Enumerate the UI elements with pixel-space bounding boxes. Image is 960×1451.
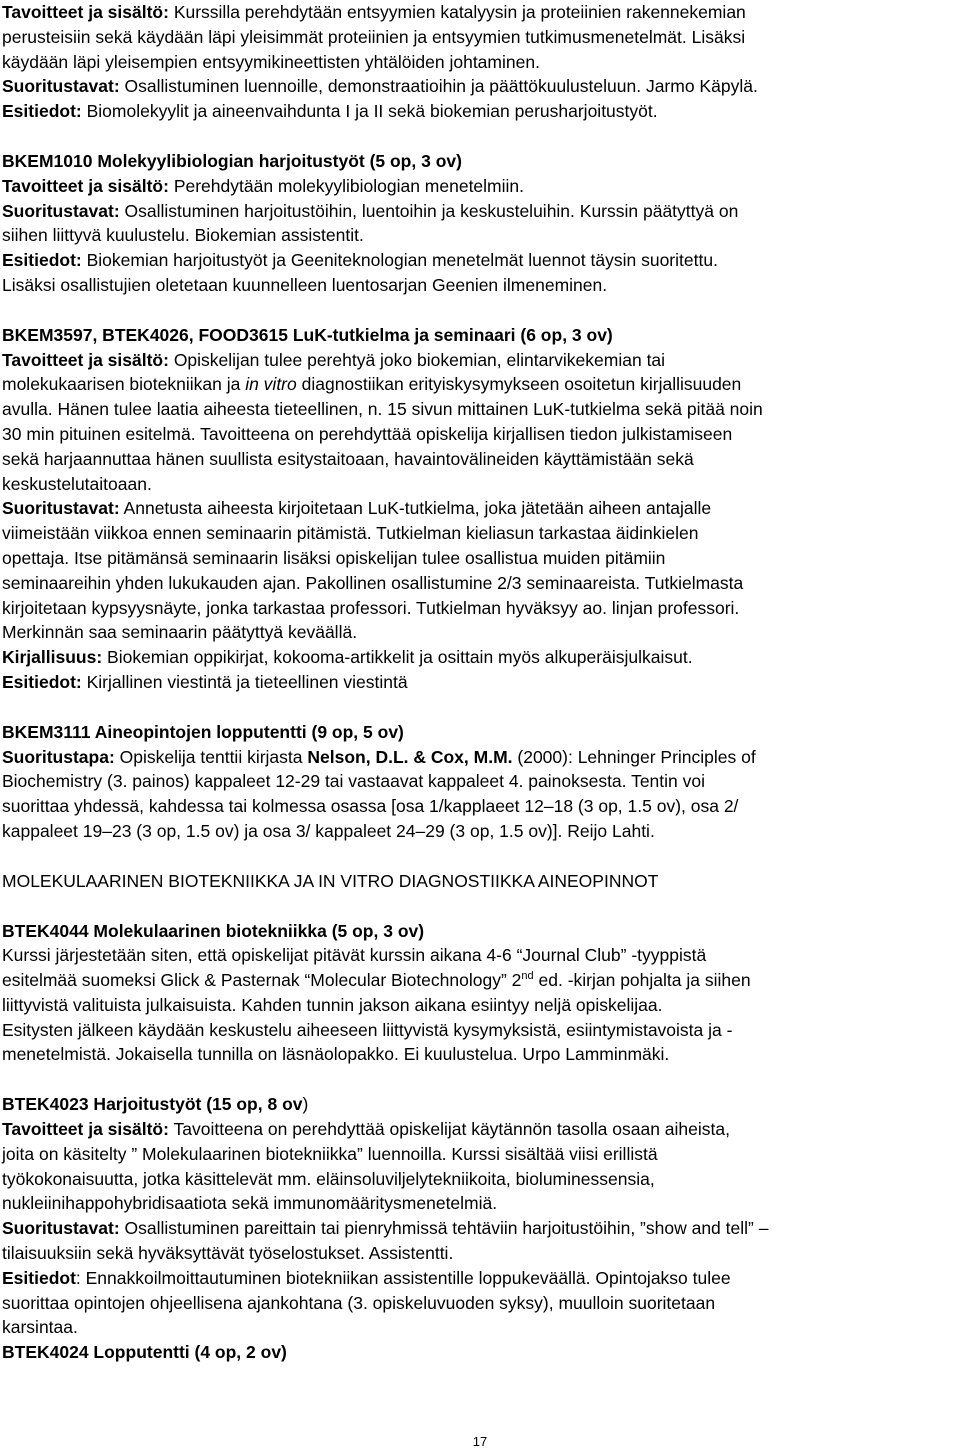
page-number: 17 [472,1434,488,1449]
course-text: Osallistuminen harjoitustöihin, luentoihin ja keskusteluihin. Kurssin päätyttyä on [119,200,739,221]
course-text: suorittaa opintojen ohjeellisena ajankohtana (3. opiskeluvuoden syksy), muulloin suoritetaan [2,1292,716,1313]
course-text: Perehdytään molekyylibiologian menetelmiin. [168,175,525,196]
course-text: Merkinnän saa seminaarin päätyttyä keväällä. [2,622,358,643]
section-heading: MOLEKULAARINEN BIOTEKNIIKKA JA IN VITRO DIAGNOSTIIKKA AINEOPINNOT [2,870,659,891]
intro-prerequisites-text: Biomolekyylit ja aineenvaihdunta I ja II sekä biokemian perusharjoitustyöt. [81,101,658,122]
intro-goals-text: Kurssilla perehdytään entsyymien katalyysin ja proteiinien rakennekemian [168,2,746,22]
intro-line: käydään läpi yleisempien entsyymikineettisten yhtälöiden johtaminen. [2,51,540,72]
course-text: Biokemian harjoitustyöt ja Geeniteknologian menetelmät luennot täysin suoritettu. [81,250,718,271]
course-text: Tavoitteena on perehdyttää opiskelijat käytännön tasolla osaan aiheista, [168,1119,730,1140]
course-text: esitelmää suomeksi Glick & Pasternak “Molecular Biotechnology” 2 [2,970,522,991]
course-text: Biochemistry (3. painos) kappaleet 12-29 tai vastaavat kappaleet 4. painoksesta. Tentin voi [2,771,706,792]
label-prerequisites: Esitiedot: [2,671,82,692]
label-methods: Suoritustavat: [2,1218,120,1239]
label-methods: Suoritustavat: [2,76,120,97]
course-text: Lisäksi osallistujien oletetaan kuunnelleen luentosarjan Geenien ilmeneminen. [2,274,608,295]
course-text: Esitysten jälkeen käydään keskustelu aiheeseen liittyvistä kysymyksistä, esiintymistavoista ja - [2,1019,733,1040]
label-literature: Kirjallisuus: [2,647,103,668]
course-title: BKEM1010 Molekyylibiologian harjoitustyöt (5 op, 3 ov) [2,150,462,171]
superscript: nd [521,970,534,983]
course-title: BTEK4024 Lopputentti (4 op, 2 ov) [2,1342,287,1363]
course-text: suorittaa yhdessä, kahdessa tai kolmessa osassa [osa 1/kapplaeet 12–18 (3 op, 1.5 ov), osa 2/ [2,796,739,817]
course-title: BTEK4044 Molekulaarinen biotekniikka (5 op, 3 ov) [2,920,425,941]
course-text: tilaisuuksiin sekä hyväksyttävät työselostukset. Assistentti. [2,1243,454,1264]
course-text: työkokonaisuutta, jotka käsittelevät mm. eläinsoluviljelytekniikoita, bioluminessensia, [2,1168,655,1189]
intro-methods-text: Osallistuminen luennoille, demonstraatioihin ja päättökuulusteluun. Jarmo Käpylä. [119,76,758,97]
course-title-end: ) [302,1094,309,1115]
label-method: Suoritustapa: [2,746,115,767]
course-text: Opiskelijan tulee perehtyä joko biokemian, elintarvikekemian tai [168,349,666,370]
course-text: molekukaarisen biotekniikan ja [2,374,246,395]
course-title: BKEM3111 Aineopintojen lopputentti (9 op, 5 ov) [2,721,404,742]
label-methods: Suoritustavat: [2,498,120,519]
book-authors: Nelson, D.L. & Cox, M.M. [307,746,513,767]
course-text: siihen liittyvä kuulustelu. Biokemian assistentit. [2,225,364,246]
document-page [2,0,956,1365]
course-btek4023 [2,1092,956,1365]
course-text: diagnostiikan erityiskysymykseen osoitetun kirjallisuuden [296,374,742,395]
course-bkem3597 [2,323,956,695]
course-text: ed. -kirjan pohjalta ja siihen [533,970,751,991]
course-text: karsintaa. [2,1317,78,1338]
course-text: Opiskelija tenttii kirjasta [114,746,308,767]
course-text: menetelmistä. Jokaisella tunnilla on läsnäolopakko. Ei kuulustelua. Urpo Lamminmäki. [2,1044,670,1065]
course-text: : Ennakkoilmoittautuminen biotekniikan assistentille loppukeväällä. Opintojakso tulee [75,1267,731,1288]
course-text: liittyvistä valituista julkaisuista. Kahden tunnin jakson aikana esiintyy neljä opiskelijaa. [2,994,663,1015]
course-text: seminaareihin yhden lukukauden ajan. Pakollinen osallistumine 2/3 seminaareista. Tutkielmasta [2,572,744,593]
label-prerequisites: Esitiedot: [2,250,82,271]
label-prerequisites: Esitiedot [2,1267,76,1288]
label-goals: Tavoitteet ja sisältö: [2,175,169,196]
course-text: 30 min pituinen esitelmä. Tavoitteena on perehdyttää opiskelija kirjallisen tiedon julkistamiseen [2,423,733,444]
intro-course-block [2,0,956,124]
course-title: BKEM3597, BTEK4026, FOOD3615 LuK-tutkielma ja seminaari (6 op, 3 ov) [2,324,613,345]
course-text: nukleiinihappohybridisaatiota sekä immunomääritysmenetelmiä. [2,1193,498,1214]
label-methods: Suoritustavat: [2,200,120,221]
course-title: BTEK4023 Harjoitustyöt (15 op, 8 ov [2,1094,303,1115]
course-text: viimeistään viikkoa ennen seminaarin pitämistä. Tutkielman kieliasun tarkastaa äidinkielen [2,523,699,544]
course-text: kirjoitetaan kypsyysnäyte, jonka tarkastaa professori. Tutkielman hyväksyy ao. linjan professori. [2,597,740,618]
label-goals: Tavoitteet ja sisältö: [2,1119,169,1140]
course-text: Annetusta aiheesta kirjoitetaan LuK-tutkielma, joka jätetään aiheen antajalle [119,498,712,519]
course-bkem3111 [2,720,956,844]
course-text: Kirjallinen viestintä ja tieteellinen viestintä [81,671,408,692]
course-text: kappaleet 19–23 (3 op, 1.5 ov) ja osa 3/ kappaleet 24–29 (3 op, 1.5 ov)]. Reijo Lahti. [2,820,655,841]
course-text: Kurssi järjestetään siten, että opiskelijat pitävät kurssin aikana 4-6 “Journal Club” -tyyppistä [2,945,707,966]
course-text: sekä harjaannuttaa hänen suullista esitystaitoaan, havaintovälineiden käyttämistään sekä [2,448,694,469]
label-goals: Tavoitteet ja sisältö: [2,2,169,22]
section-heading-block [2,869,956,894]
course-text: Biokemian oppikirjat, kokooma-artikkelit ja osittain myös alkuperäisjulkaisut. [102,647,693,668]
intro-line: perusteisiin sekä käydään läpi yleisimmät proteiinien ja entsyymien tutkimusmenetelmät. Lisäksi [2,26,746,47]
course-text-italic: in vitro [245,374,297,395]
course-text: joita on käsitelty ” Molekulaarinen biotekniikka” luennoilla. Kurssi sisältää viisi erillistä [2,1143,658,1164]
label-goals: Tavoitteet ja sisältö: [2,349,169,370]
course-text: opettaja. Itse pitämänsä seminaarin lisäksi opiskelijan tulee osallistua muiden pitämiin [2,547,666,568]
course-text: keskustelutaitoaan. [2,473,152,494]
label-prerequisites: Esitiedot: [2,101,82,122]
course-bkem1010 [2,149,956,298]
course-text: avulla. Hänen tulee laatia aiheesta tieteellinen, n. 15 sivun mittainen LuK-tutkielma sekä pitää noin [2,399,763,420]
course-text: Osallistuminen pareittain tai pienryhmissä tehtäviin harjoitustöihin, ”show and tell” – [119,1218,769,1239]
course-text: (2000): Lehninger Principles of [512,746,756,767]
course-btek4044 [2,919,956,1068]
